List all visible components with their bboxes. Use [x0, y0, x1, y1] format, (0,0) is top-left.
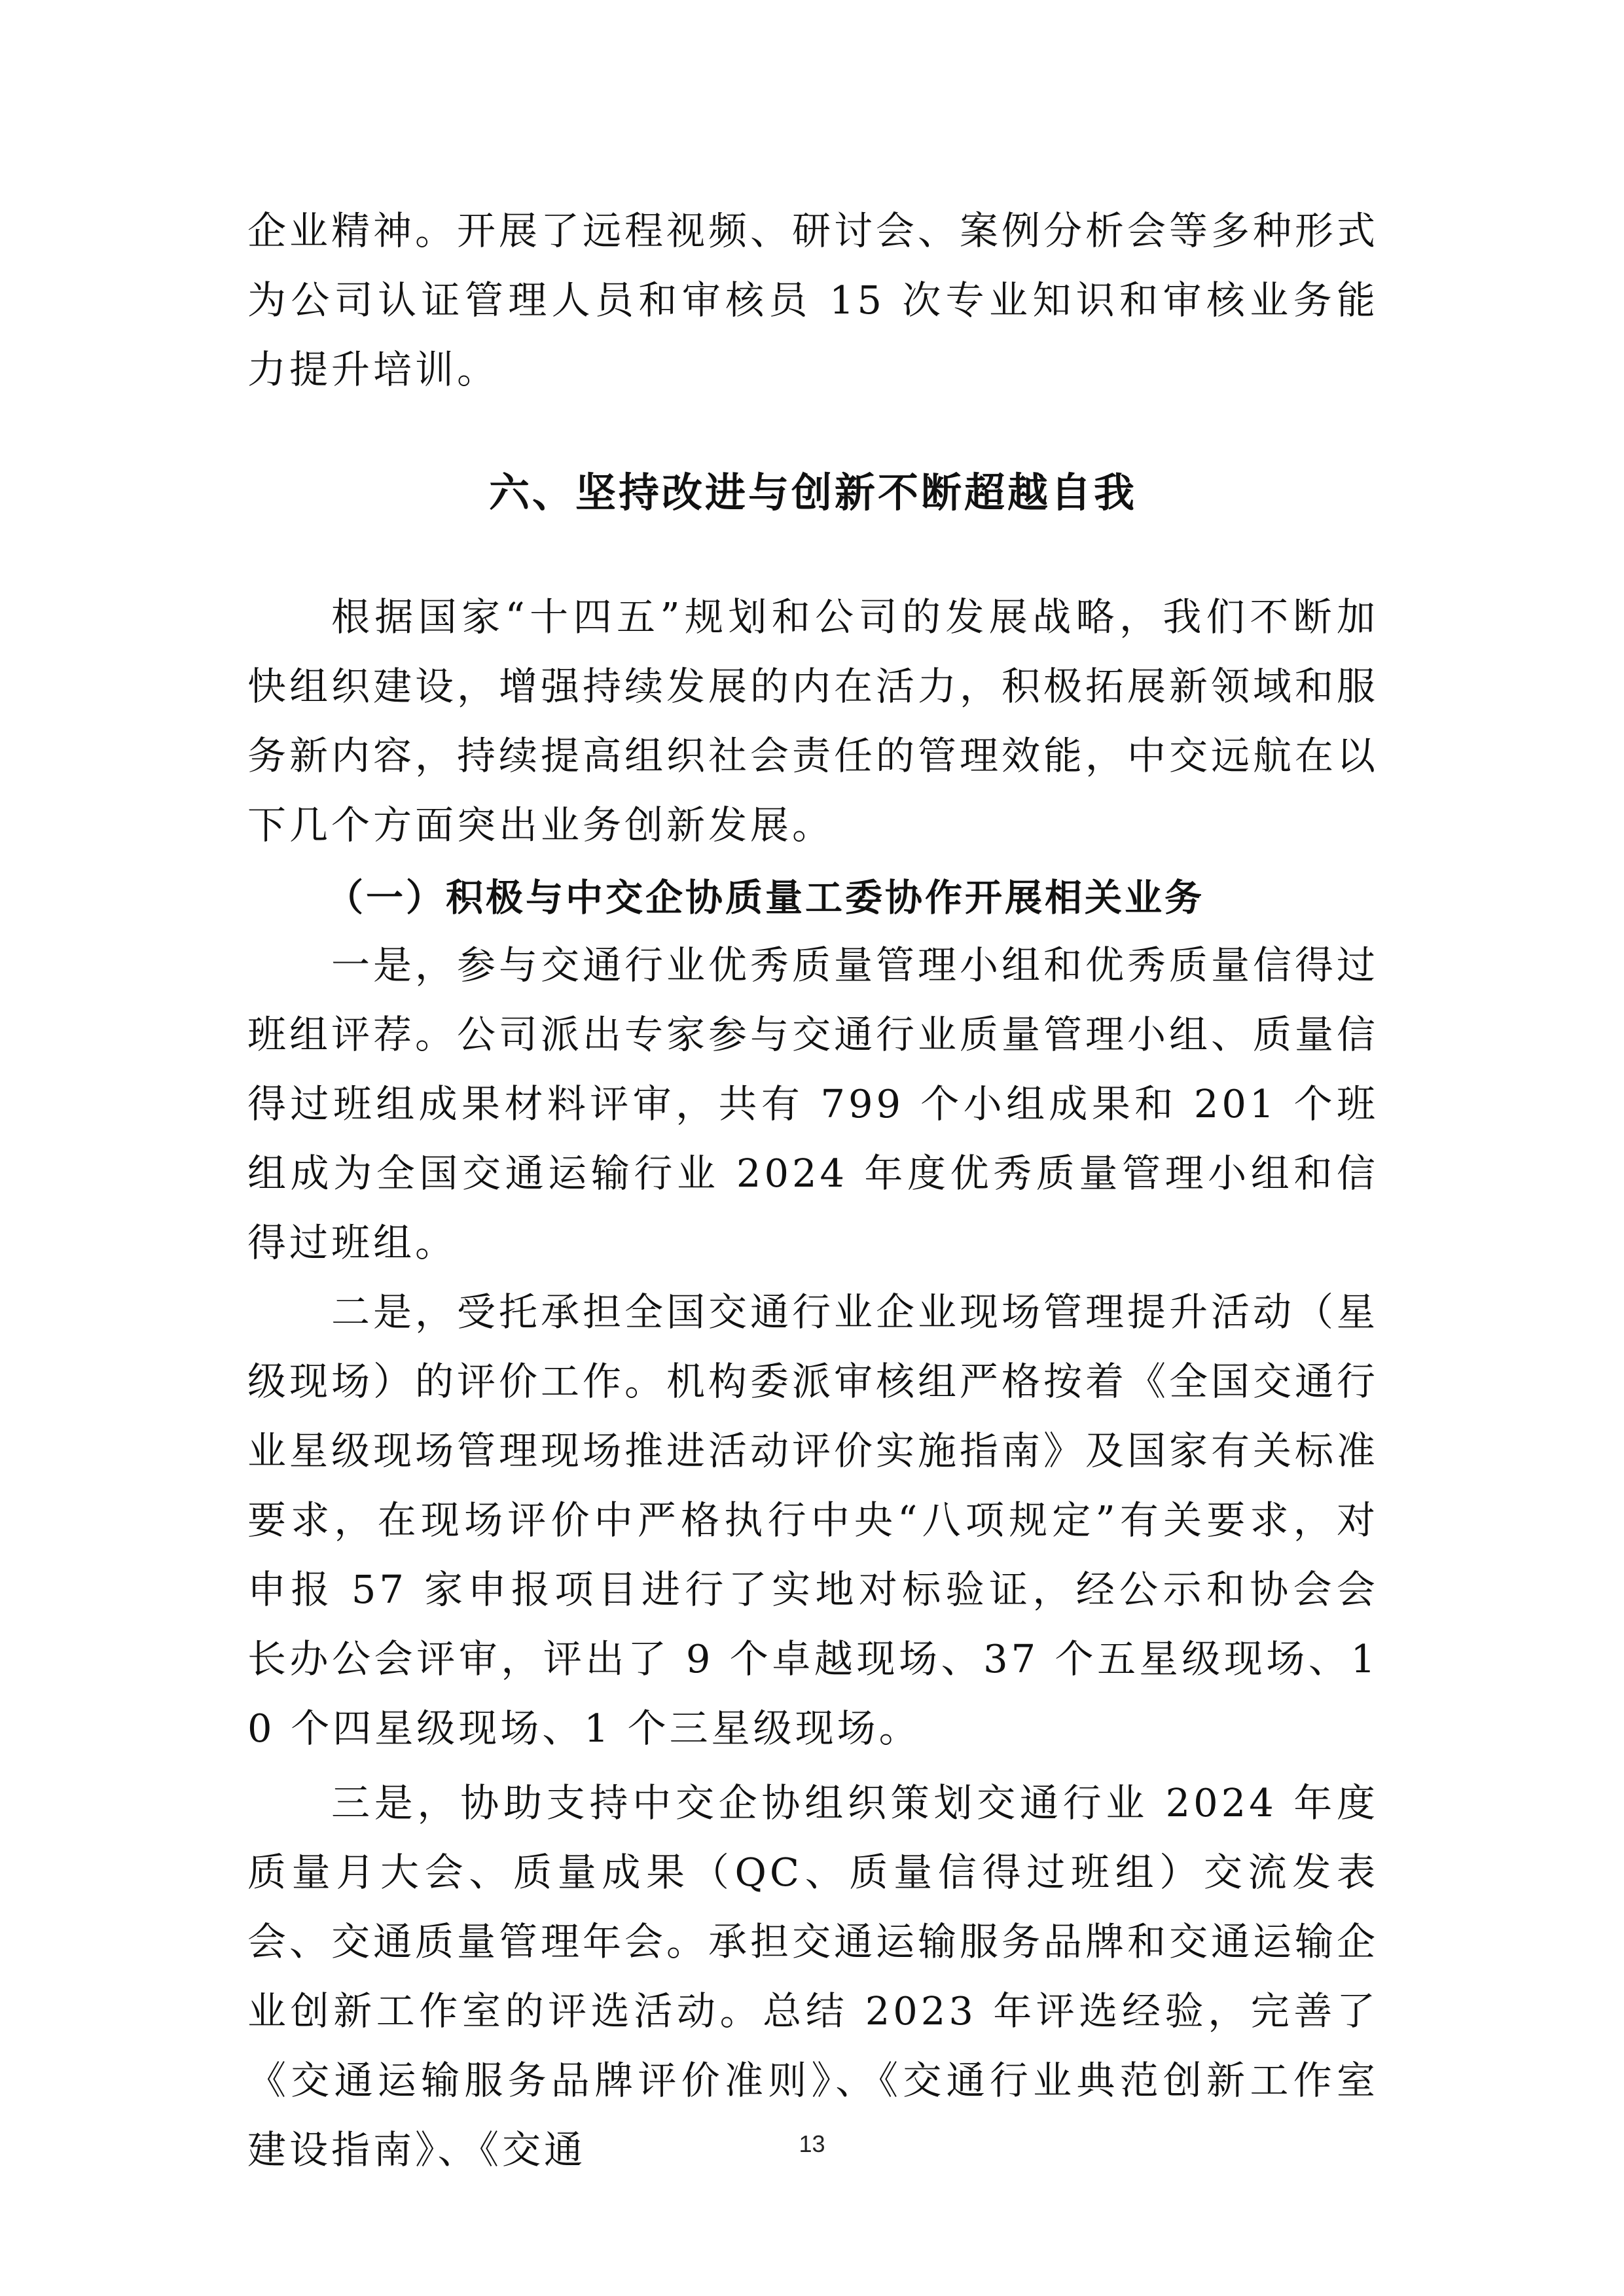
body-paragraph-1: 一是，参与交通行业优秀质量管理小组和优秀质量信得过班组评荐。公司派出专家参与交通行业质量管理小组、质量信得过班组成果材料评审，共有 799 个小组成果和 201 个班组成为全国交通运输行业 2024 年度优秀质量管理小组和信得过班组。 — [247, 942, 1379, 1265]
intro-paragraph: 根据国家“十四五”规划和公司的发展战略，我们不断加快组织建设，增强持续发展的内在活力，积极拓展新领域和服务新内容，持续提高组织社会责任的管理效能，中交远航在以下几个方面突出业务创新发展。 — [247, 594, 1379, 848]
body-paragraph-2: 二是，受托承担全国交通行业企业现场管理提升活动（星级现场）的评价工作。机构委派审核组严格按着《全国交通行业星级现场管理现场推进活动评价实施指南》及国家有关标准要求，在现场评价中严格执行中央“八项规定”有关要求，对申报 57 家申报项目进行了实地对标验证，经公示和协会会长办公会评审，评出了 9 个卓越现场、37 个五星级现场、10 个四星级现场、1 个三星级现场。 — [247, 1289, 1379, 1751]
spacer — [247, 860, 1379, 865]
page-content — [247, 196, 1379, 2185]
spacer — [247, 404, 1379, 458]
continued-paragraph: 企业精神。开展了远程视频、研讨会、案例分析会等多种形式为公司认证管理人员和审核员 15 次专业知识和审核业务能力提升培训。 — [247, 208, 1379, 392]
section-heading: 六、坚持改进与创新不断超越自我 — [488, 469, 1137, 516]
subsection-heading: （一）积极与中交企协质量工委协作开展相关业务 — [326, 876, 1204, 920]
spacer — [247, 528, 1379, 583]
page-number: 13 — [799, 2130, 825, 2157]
body-paragraph-3: 三是，协助支持中交企协组织策划交通行业 2024 年度质量月大会、质量成果（QC、质量信得过班组）交流发表会、交通质量管理年会。承担交通运输服务品牌和交通运输企业创新工作室的评选活动。总结 2023 年评选经验，完善了《交通运输服务品牌评价准则》、《交通行业典范创新工作室建设指南》、《交通 — [247, 1780, 1379, 2172]
spacer — [247, 1763, 1379, 1768]
